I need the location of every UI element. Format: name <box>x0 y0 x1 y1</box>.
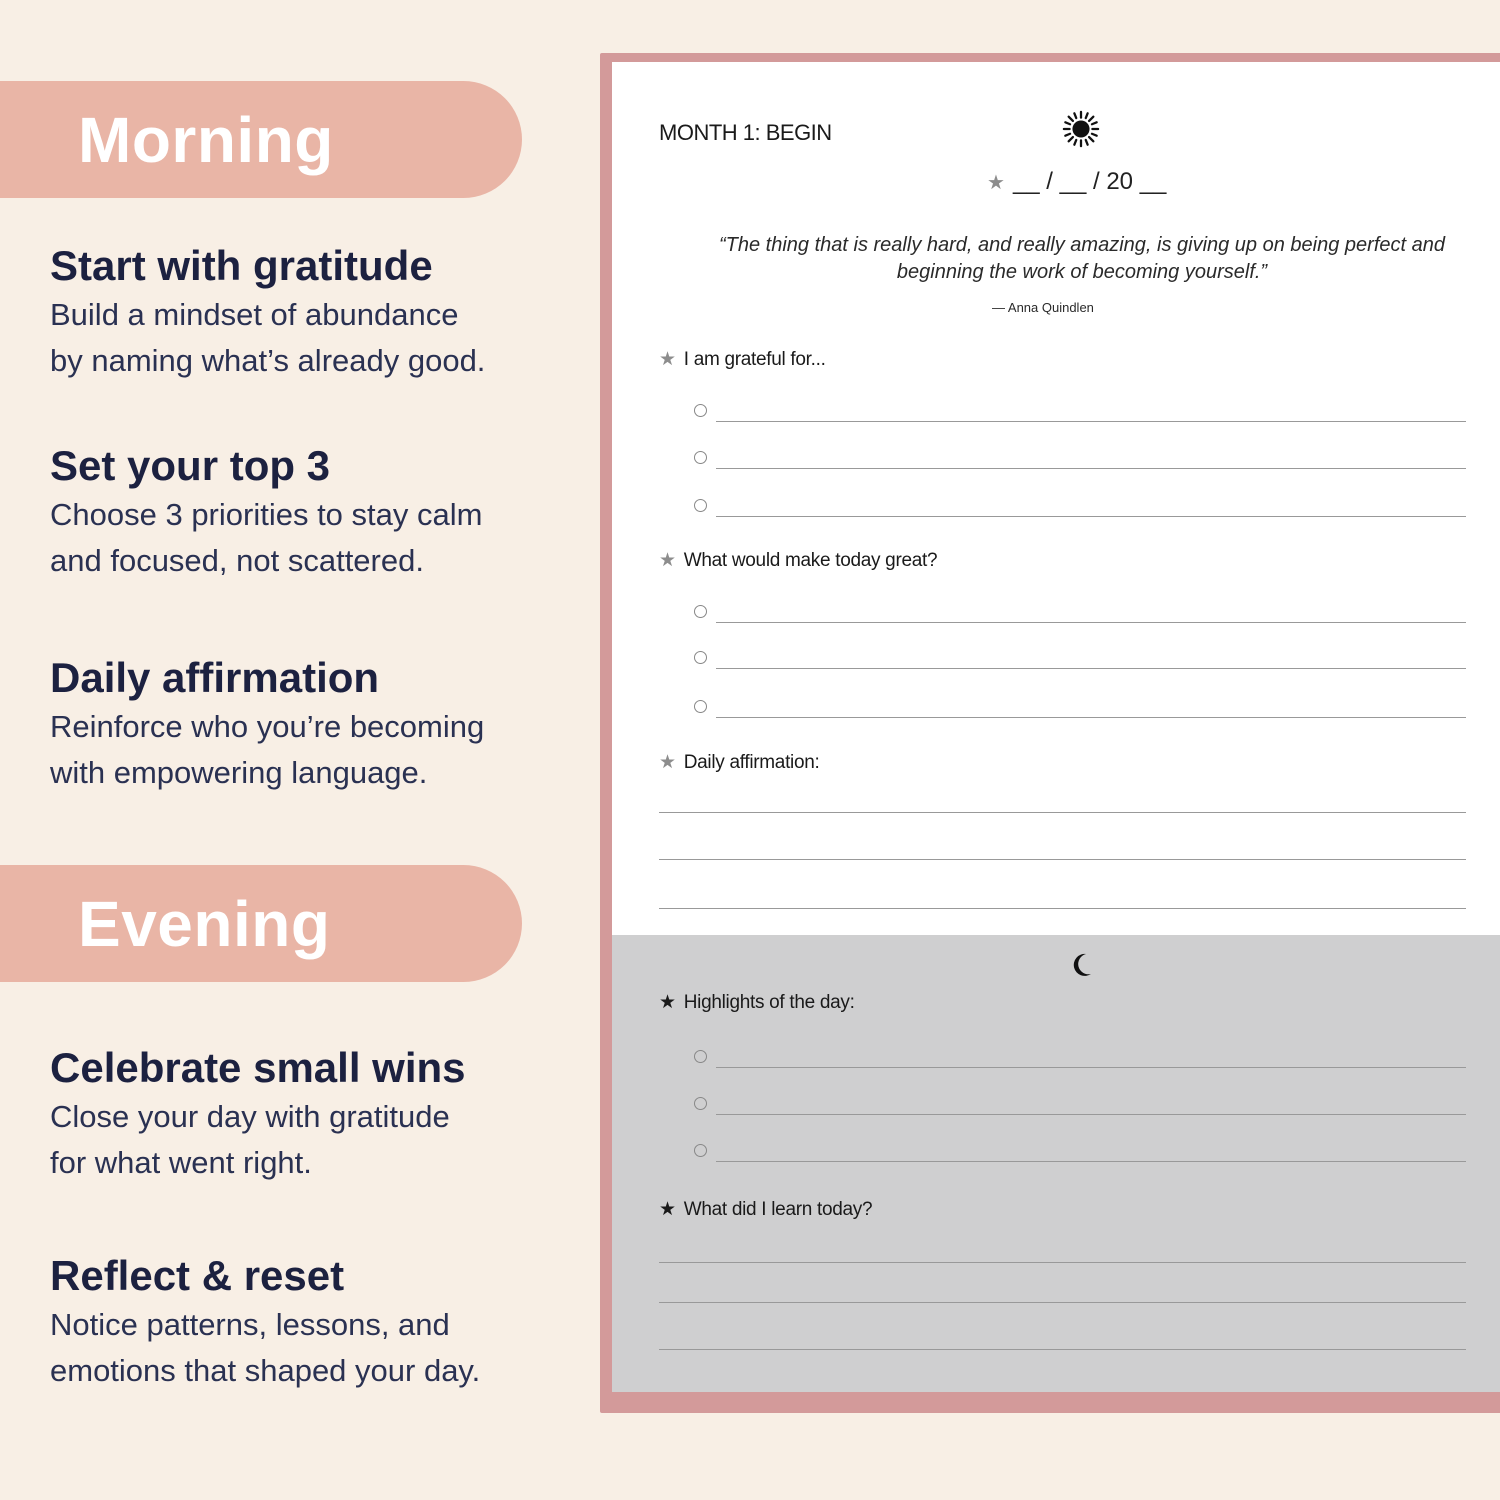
quote-author: — Anna Quindlen <box>992 300 1094 315</box>
affirmation-line-3[interactable] <box>659 908 1466 909</box>
star-icon: ★ <box>659 550 676 571</box>
moon-icon <box>1067 950 1097 980</box>
feature-heading: Daily affirmation <box>50 654 380 701</box>
grateful-entry-3[interactable] <box>694 497 1466 517</box>
learned-line-1[interactable] <box>659 1262 1466 1263</box>
prompt-great-day <box>659 549 937 572</box>
feature-description: Close your day with gratitude for what went right. <box>50 1099 450 1180</box>
feature-heading: Start with gratitude <box>50 242 433 289</box>
evening-banner <box>0 865 522 982</box>
feature-heading: Celebrate small wins <box>50 1044 466 1091</box>
feature-daily-affirmation <box>50 652 550 796</box>
affirmation-line-2[interactable] <box>659 859 1466 860</box>
month-title: MONTH 1: BEGIN <box>659 120 832 145</box>
sun-icon <box>1062 110 1100 148</box>
star-icon: ★ <box>987 171 1005 194</box>
highlights-entry-2[interactable] <box>694 1095 1466 1115</box>
highlights-entry-3[interactable] <box>694 1142 1466 1162</box>
circle-bullet-icon <box>694 499 707 512</box>
learned-line-3[interactable] <box>659 1349 1466 1350</box>
affirmation-line-1[interactable] <box>659 812 1466 813</box>
great-day-entry-2[interactable] <box>694 649 1466 669</box>
date-field[interactable] <box>987 168 1166 196</box>
prompt-learned <box>659 1198 872 1221</box>
feature-reflect-and-reset <box>50 1250 550 1394</box>
quote-text: “The thing that is really hard, and really amazing, is giving up on being perfect and beginning the work of becoming yourself.” <box>719 234 1445 283</box>
learned-line-2[interactable] <box>659 1302 1466 1303</box>
evening-title: Evening <box>78 887 331 960</box>
star-icon: ★ <box>659 349 676 370</box>
circle-bullet-icon <box>694 700 707 713</box>
feature-heading: Reflect & reset <box>50 1252 345 1299</box>
feature-description: Build a mindset of abundance by naming what’s already good. <box>50 297 486 378</box>
prompt-affirmation <box>659 751 819 774</box>
circle-bullet-icon <box>694 451 707 464</box>
prompt-label: What did I learn today? <box>683 1198 873 1220</box>
circle-bullet-icon <box>694 651 707 664</box>
circle-bullet-icon <box>694 1097 707 1110</box>
prompt-label: Highlights of the day: <box>683 991 855 1013</box>
feature-description: Notice patterns, lessons, and emotions that shaped your day. <box>50 1307 481 1388</box>
star-icon: ★ <box>659 992 676 1013</box>
star-icon: ★ <box>659 1199 676 1220</box>
feature-start-with-gratitude <box>50 240 550 384</box>
circle-bullet-icon <box>694 605 707 618</box>
grateful-entry-1[interactable] <box>694 402 1466 422</box>
feature-description: Reinforce who you’re becoming with empowering language. <box>50 709 485 790</box>
prompt-grateful <box>659 348 826 371</box>
morning-banner <box>0 81 522 198</box>
date-template: __ / __ / 20 __ <box>1012 168 1167 195</box>
great-day-entry-1[interactable] <box>694 603 1466 623</box>
circle-bullet-icon <box>694 404 707 417</box>
feature-heading: Set your top 3 <box>50 442 331 489</box>
prompt-label: What would make today great? <box>683 549 938 571</box>
prompt-label: Daily affirmation: <box>683 751 820 773</box>
journal-page <box>612 62 1500 1392</box>
feature-description: Choose 3 priorities to stay calm and focused, not scattered. <box>50 497 483 578</box>
feature-celebrate-small-wins <box>50 1042 550 1186</box>
circle-bullet-icon <box>694 1144 707 1157</box>
prompt-label: I am grateful for... <box>683 348 826 370</box>
circle-bullet-icon <box>694 1050 707 1063</box>
morning-title: Morning <box>78 103 334 176</box>
great-day-entry-3[interactable] <box>694 698 1466 718</box>
feature-set-your-top-3 <box>50 440 550 584</box>
grateful-entry-2[interactable] <box>694 449 1466 469</box>
prompt-highlights <box>659 991 855 1014</box>
highlights-entry-1[interactable] <box>694 1048 1466 1068</box>
star-icon: ★ <box>659 752 676 773</box>
